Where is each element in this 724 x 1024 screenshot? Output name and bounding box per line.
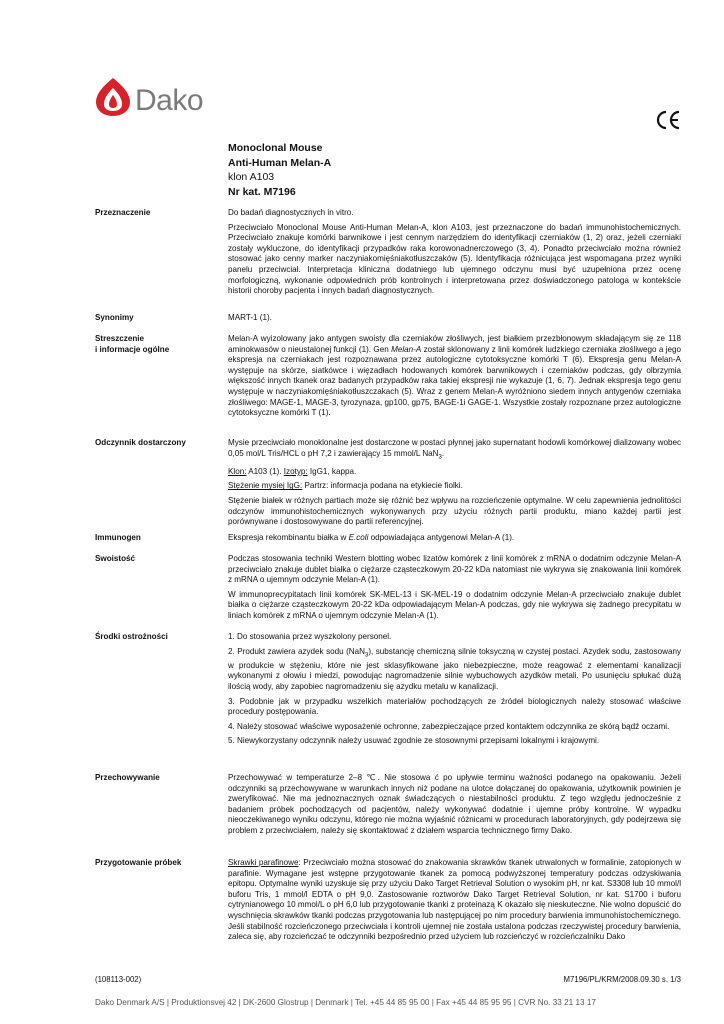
brand-name: Dako xyxy=(135,84,204,117)
section-synonyms xyxy=(228,313,681,328)
section-label-precautions: Środki ostrożności xyxy=(95,632,168,641)
section-label-summary xyxy=(95,334,225,355)
reagent-p1: Mysie przeciwciało monoklonalne jest dostarczone w postaci płynnej jako supernatant hodowli komórkowej dializowany wobec 0,05 mol/L Tris/HCL o pH 7,2 i zawierający 15 mmol/L NaN$_3$. xyxy=(228,438,681,461)
section-precautions xyxy=(228,632,681,751)
precautions-p5: 5. Niewykorzystany odczynnik należy usuwać zgodnie ze stosownymi przepisami lokalnymi i krajowymi. xyxy=(228,736,600,746)
dako-logo xyxy=(93,76,233,122)
page-reference: M7196/PL/KRM/2008.09.30 s. 1/3 xyxy=(563,975,681,984)
intended-use-p1: Do badań diagnostycznych in vitro. xyxy=(228,208,354,217)
section-label-immunogen: Immunogen xyxy=(95,533,141,542)
section-label-storage: Przechowywanie xyxy=(95,773,160,782)
summary-label-line2: i informacje ogólne xyxy=(95,344,170,354)
ce-mark xyxy=(655,109,681,131)
specificity-p1: Podczas stosowania techniki Western blotting wobec lizatów komórek z linii komórek z mRNA o dodatnim odczynie Melan-A przeciwciało znakuje dublet białka o ciężarze cząsteczkowym 20-22 kDa natomiast nie wykrywa się znakowania linii komórek z mRNA o ujemnym odczynie Melan-A (1). xyxy=(228,554,681,585)
section-specificity xyxy=(228,554,681,626)
section-label-intended-use: Przeznaczenie xyxy=(95,208,151,217)
section-reagent xyxy=(228,438,681,532)
document-code: (108113-002) xyxy=(95,975,142,984)
reagent-concentration: Stężenie mysiej IgG: Partrz: informacja podana na etykiecie fiolki. xyxy=(228,481,463,491)
title-line-1: Monoclonal Mouse xyxy=(228,142,323,154)
title-line-2: Anti-Human Melan-A xyxy=(228,156,332,169)
title-clone: klon A103 xyxy=(228,171,275,183)
storage-text: Przechowywać w temperaturze 2–8 ℃. Nie stosowa ć po upływie terminu ważności podanego na opakowaniu. Jeżeli odczynniki są przechowywane w warunkach innych niż podane na ulotce dołączanej do opakowania, użytkownik powinien je zweryfikować. Nie ma jednoznacznych oznak świadczących o niestabilności produktu. Z tego względu jednocześnie z badaniem próbek pochodzących od pacjentów, należy wykonywać dodatnie i ujemne próby kontrolne. W wypadku nieoczekiwanego wyniku odczynu, którego nie można wyjaśnić różnicami w procedurach laboratoryjnych, gdy podejrzewa się problem z przeciwciałem, należy się skontaktować z działem wsparcia technicznego firmy Dako. xyxy=(228,773,681,835)
title-catalog-number: Nr kat. M7196 xyxy=(228,185,296,198)
section-storage xyxy=(228,773,681,841)
ce-mark-icon xyxy=(655,109,681,131)
immunogen-text: Ekspresja rekombinantu białka w E.coli odpowiadająca antygenowi Melan-A (1). xyxy=(228,533,515,542)
summary-label-line1: Streszczenie xyxy=(95,334,145,343)
intended-use-p2: Przeciwciało Monoclonal Mouse Anti-Human Melan-A, klon A103, jest przeznaczone do badań immunohistochemicznych. Przeciwciało znakuje komórki barwnikowe i jest cennym narzędziem do identyfikacji czerniaków (1, 2) oraz, jeżeli czerniaki zostały wykluczone, do identyfikacji przypadków raka korowonadnerczowego (3, 4). Ponadto przeciwciało można również stosować jako cenny marker naczyniakomięśniakotłuszczaków (5). Identyfikacja różnicująca jest wspomagana przez wyniki panelu przeciwciał. Interpretacja kliniczna dodatniego lub ujemnego odczynu musi być uzupełniona przez ocenę morfologiczną, wykonanie odpowiednich prób kontrolnych i interpretowana przez doświadczonego patologa w kontekście historii choroby pacjenta i innych badań diagnostycznych. xyxy=(228,222,681,296)
section-label-specificity: Swoistość xyxy=(95,554,136,563)
precautions-p3: 3. Podobnie jak w przypadku wszelkich materiałów pochodzących ze źródeł biologicznych należy stosować właściwe procedury postępowania. xyxy=(228,696,681,717)
reagent-clone-isotype: Klon: A103 (1). Izotyp: IgG1, kappa. xyxy=(228,466,357,476)
reagent-p4: Stężenie białek w różnych partiach może się różnić bez wpływu na rozcieńczenie optymalne. W celu zapewnienia jednolitości odczynów immunohistochemicznych wykonywanych przy użyciu różnych partii produktu, miano każdej partii jest porównywane i dostosowywane do partii referencyjnej. xyxy=(228,495,681,527)
section-summary xyxy=(228,334,681,423)
specificity-p2: W immunoprecypitatach linii komórek SK-MEL-13 i SK-MEL-19 o dodatnim odczynie Melan-A przeciwciało znakuje dublet białka o ciężarze cząsteczkowym 20-22 kDa odpowiadającym Melan-A podczas, gdy nie wykrywa się żadnego precypitatu w liniach komórek z mRNA o ujemnym odczynie Melan-A (1). xyxy=(228,589,681,620)
summary-text: Melan-A wyizolowany jako antygen swoisty dla czerniaków złośliwych, jest białkiem przezbłonowym składającym się ze 118 aminokwasów o nieustalonej funkcji (1). Gen Melan-A został sklonowany z linii komórek ludzkiego czerniaka złośliwego a jego ekspresja na czerniakach jest rozpoznawana przez autologiczne cytotoksyczne komórki T (6). Ekspresja genu Melan-A występuje na skórze, siatkówce i więzadłach hodowanych komórek barwnikowych i czerniaków podczas, gdy olbrzymia większość innych tkanek oraz badanych przypadków raka takiej ekspresji nie wykazuje (1, 6, 7). Jednak ekspresja tego genu występuje w naczyniakomięśniakotłuszczakach (5). Wraz z genem Melan-A wyróżniono siedem innych antygenów czerniaka złośliwego: MAGE-1, MAGE-3, tyrozynaza, gp100, gp75, BAGE-1i GAGE-1. Wszystkie zostały rozpoznane przez autologiczne cytotoksyczne komórki T (1). xyxy=(228,334,681,418)
company-contact-line: Dako Denmark A/S | Produktionsvej 42 | DK-2600 Glostrup | Denmark | Tel. +45 44 85 95 00 | Fax +45 44 85 95 95 | CVR No. 33 21 13 17 xyxy=(95,998,596,1007)
dako-flame-icon xyxy=(93,76,133,118)
specimen-prep-text: Skrawki parafinowe: Przeciwciało można stosować do znakowania skrawków tkanek utrwalonych w formalinie, zatopionych w parafinie. Wymagane jest wstępne przygotowanie tkanek za pomocą podwyższonej temperatury podczas odzyskiwania epitopu. Optymalne wyniki uzyskuje się przy użyciu Dako Target Retrieval Solution o wysokim pH, nr kat. S3308 lub 10 mmol/l buforu Tris, 1 mmol/l EDTA o pH 9,0. Zastosowanie roztworów Dako Target Retrieval Solution, nr kat. S1700 i buforu cytrynianowego 10 mmol/L o pH 6,0 lub przygotowanie tkanki z proteinazą K okazało się nieskuteczne. Nie wolno dopuścić do wyschnięcia skrawków tkanki podczas przygotowania lub następującej po nim procedury barwienia immunohistochemicznego. Jeśli stabilność rozcieńczonego przeciwciała i kontroli ujemnej nie została ustalona podczas rzeczywistej procedury barwienia, zaleca się, aby rozcieńczać te odczynniki bezpośrednio przed użyciem lub rozcieńczyć w rozcieńczalniku Dako xyxy=(228,858,681,942)
section-specimen-prep xyxy=(228,858,681,947)
section-label-synonyms: Synonimy xyxy=(95,313,134,322)
section-label-reagent: Odczynnik dostarczony xyxy=(95,438,186,447)
section-label-specimen-prep: Przygotowanie próbek xyxy=(95,858,182,867)
precautions-p2: 2. Produkt zawiera azydek sodu (NaN$_3$), substancję chemiczną silnie toksyczną w czystej postaci. Azydek sodu, zastosowany w produkcie w stężeniu, które nie jest sklasyfikowane jako niebezpieczne, może reagować z elementami kanalizacji wykonanymi z ołowiu i miedzi, powodując nagromadzenie silnie wybuchowych azydków metali. Po usunięciu spłukać dużą ilością wody, aby zapobiec nagromadzeniu się azydku metalu w kanalizacji. xyxy=(228,646,682,691)
precautions-p1: 1. Do stosowania przez wyszkolony personel. xyxy=(228,632,392,641)
product-title xyxy=(228,141,331,199)
section-immunogen xyxy=(228,533,681,548)
section-intended-use xyxy=(228,208,681,301)
synonyms-text: MART-1 (1). xyxy=(228,313,272,322)
precautions-p4: 4. Należy stosować właściwe wyposażenie ochronne, zabezpieczające przed kontaktem odczynnika ze skórą bądź oczami. xyxy=(228,721,670,731)
